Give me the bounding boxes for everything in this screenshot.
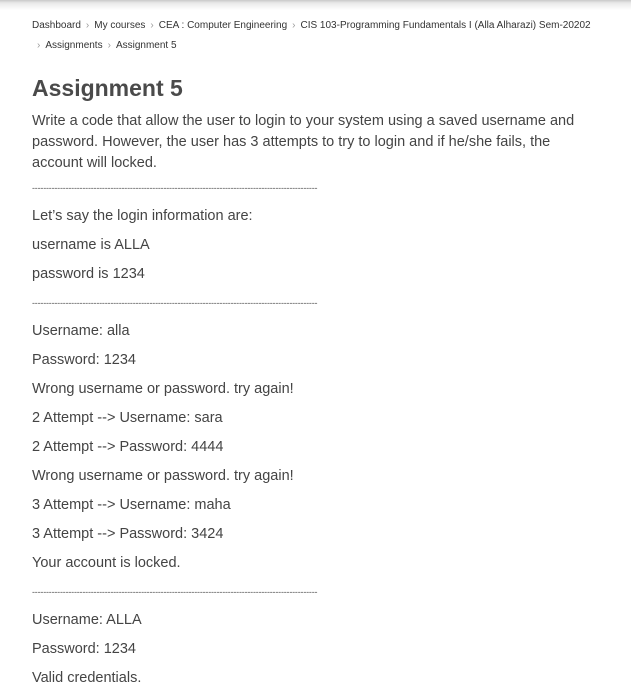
breadcrumb	[32, 16, 592, 56]
example-line: 3 Attempt --> Password: 3424	[32, 526, 224, 542]
top-shadow	[0, 0, 631, 10]
divider: ------------------------------------------------------------------------------------------------------	[32, 183, 318, 193]
example-line: Password: 1234	[32, 641, 136, 657]
login-info-username: username is ALLA	[32, 237, 150, 253]
breadcrumb-chevron-icon: ›	[85, 20, 90, 31]
example-line: Wrong username or password. try again!	[32, 468, 294, 484]
intro-paragraph: Write a code that allow the user to login to your system using a saved username and password. However, the user has 3 attempts to try to login and if he/she fails, the account will locked.	[32, 113, 575, 171]
breadcrumb-assignments[interactable]: Assignments	[45, 40, 103, 51]
example-line: 2 Attempt --> Password: 4444	[32, 439, 224, 455]
breadcrumb-chevron-icon: ›	[150, 20, 154, 31]
divider: ------------------------------------------------------------------------------------------------------	[32, 587, 318, 597]
breadcrumb-chevron-icon: ›	[37, 40, 41, 51]
login-info-heading: Let’s say the login information are:	[32, 208, 253, 224]
breadcrumb-chevron-icon: ›	[107, 40, 111, 51]
breadcrumb-current: Assignment 5	[115, 40, 177, 51]
breadcrumb-dashboard[interactable]: Dashboard	[32, 20, 81, 31]
example-line: Username: ALLA	[32, 612, 142, 628]
page-title: Assignment 5	[32, 75, 183, 101]
example-line: Username: alla	[32, 323, 130, 339]
example-line: Password: 1234	[32, 352, 136, 368]
example-line: Wrong username or password. try again!	[32, 381, 294, 397]
login-info-password: password is 1234	[32, 266, 145, 282]
assignment-description	[32, 111, 592, 693]
example-line: 3 Attempt --> Username: maha	[32, 497, 231, 513]
breadcrumb-category[interactable]: CEA : Computer Engineering	[158, 20, 288, 31]
divider: ------------------------------------------------------------------------------------------------------	[32, 298, 318, 308]
example-line: 2 Attempt --> Username: sara	[32, 410, 223, 426]
example-line: Your account is locked.	[32, 555, 181, 571]
breadcrumb-course[interactable]: CIS 103-Programming Fundamentals I (Alla Alharazi) Sem-20202	[300, 20, 591, 31]
breadcrumb-my-courses[interactable]: My courses	[94, 20, 146, 31]
breadcrumb-chevron-icon: ›	[292, 20, 296, 31]
example-line: Valid credentials.	[32, 670, 142, 686]
